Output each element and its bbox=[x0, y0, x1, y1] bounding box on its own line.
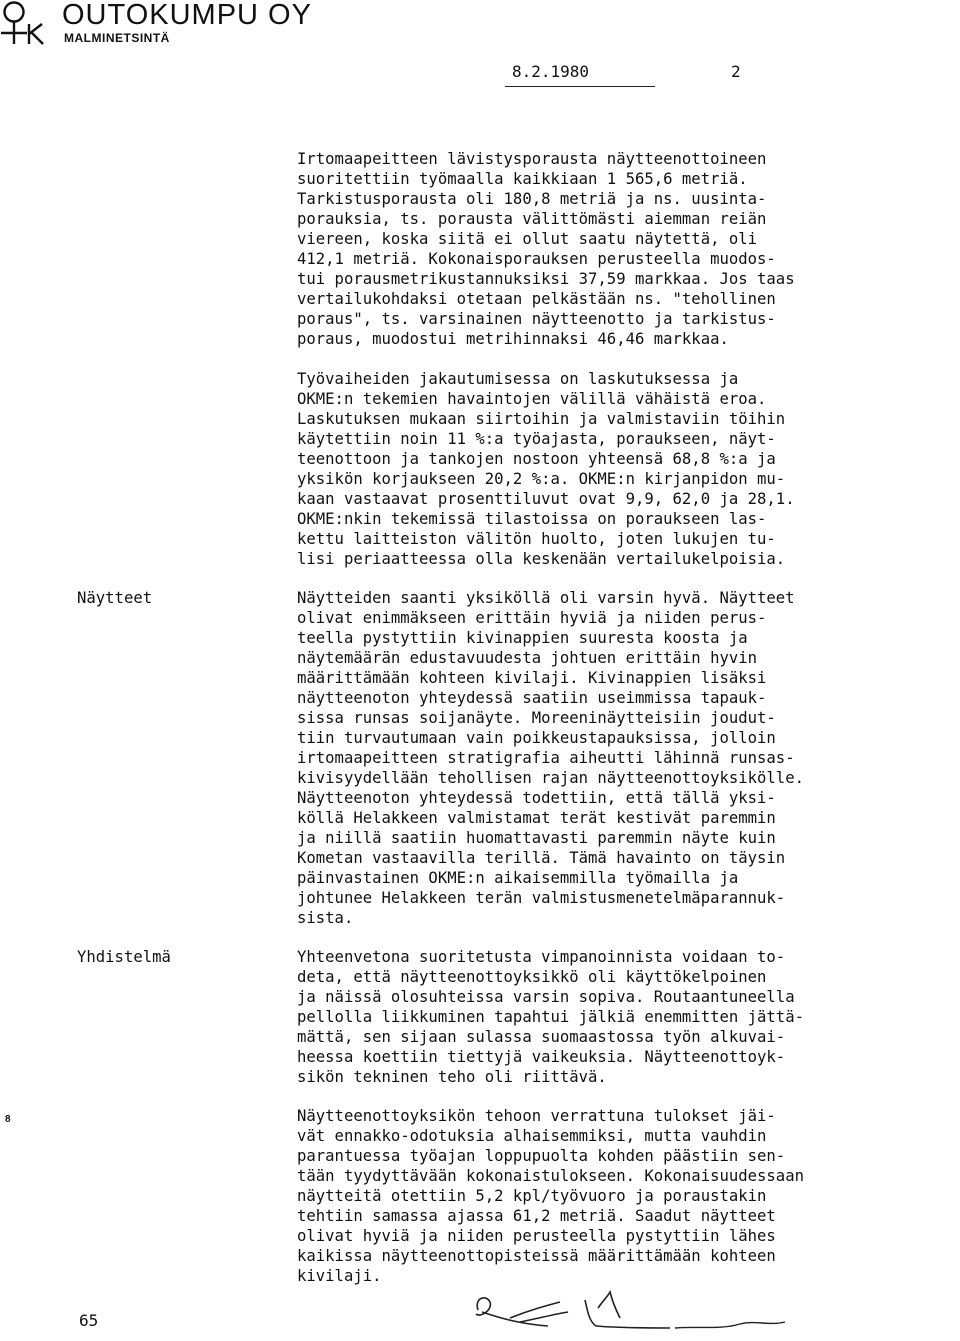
department-name: MALMINETSINTÄ bbox=[64, 31, 170, 45]
header-rule bbox=[505, 86, 655, 87]
paragraph-drilling-summary: Irtomaapeitteen lävistysporausta näytteenottoineen suoritettiin työmaalla kaikkiaan 1 565,6 metriä. Tarkistusporausta oli 180,8 metriä ja ns. uusinta- porauksia, ts. porausta välittömästi aiemman reiän viereen, koska siitä ei ollut saatu näytettä, oli 412,1 metriä. Kokonaisporauksen perusteella muodos- tui porausmetrikustannuksiksi 37,59 markkaa. Jos taas vertailukohdaksi otetaan pelkästään ns. "tehollinen poraus", ts. varsinainen näytteenotto ja tarkistus- poraus, muodostui metrihinnaksi 46,46 markkaa. bbox=[297, 150, 795, 348]
page-mark: 65 bbox=[79, 1311, 99, 1330]
document-date: 8.2.1980 bbox=[512, 62, 590, 81]
paragraph-results: Näytteenottoyksikön tehoon verrattuna tulokset jäi- vät ennakko-odotuksia alhaisemmiksi, mutta vauhdin parantuessa työajan loppupuolta kohden päästiin sen- tään tyydyttävään kokonaistulokseen. Kokonaisuudessaan näytteitä otettiin 5,2 kpl/työvuoro ja poraustakin tehtiin samassa ajassa 61,2 metriä. Saadut näytteet olivat hyviä ja niiden perusteella pystyttiin lähes kaikissa näytteenottopisteissä määrittämään kohteen kivilaji. bbox=[297, 1107, 804, 1285]
company-name: OUTOKUMPU OY bbox=[62, 0, 312, 31]
outokumpu-ok-logo-icon bbox=[0, 0, 46, 46]
margin-note: 8 bbox=[5, 1114, 11, 1125]
paragraph-summary: Yhteenvetona suoritetusta vimpanoinnista voidaan to- deta, että näytteenottoyksikkö oli käyttökelpoinen ja näissä olosuhteissa varsin sopiva. Routaantuneella pellolla liikkuminen tapahtui jälkiä enemmitten jättä- mättä, sen sijaan sulassa suomaastossa työn alkuvai- heessa koettiin tiettyjä vaikeuksia. Näytteenottoyk- sikön tekninen teho oli riittävä. bbox=[297, 948, 804, 1086]
paragraph-samples: Näytteiden saanti yksiköllä oli varsin hyvä. Näytteet olivat enimmäkseen erittäin hyviä ja niiden perus- teella pystyttiin kivinappien suuresta koosta ja näytemäärän edustavuudesta johtuen erittäin hyvin määrittämään kohteen kivilaji. Kivinappien lisäksi näytteenoton yhteydessä saatiin useimmissa tapauk- sissa runsas soijanäyte. Moreeninäytteisiin joudut- tiin turvautumaan vain poikkeustapauksissa, jolloin irtomaapeitteen stratigrafia aiheutti lähinnä runsas- kivisyydellään tehollisen rajan näytteenottoyksikölle. Näytteenoton yhteydessä todettiin, että tällä yksi- köllä Helakkeen valmistamat terät kestivät paremmin ja niillä saatiin huomattavasti paremmin näyte kuin Kometan vastaavilla terillä. Tämä havainto on täysin päinvastainen OKME:n aikaisemmilla työmailla ja johtunee Helakkeen terän valmistusmenetelmäparannuk- sista. bbox=[297, 589, 804, 927]
section-heading-naytteet: Näytteet bbox=[77, 589, 153, 607]
paragraph-work-phases: Työvaiheiden jakautumisessa on laskutuksessa ja OKME:n tekemien havaintojen välillä vähäistä eroa. Laskutuksen mukaan siirtoihin ja valmistaviin töihin käytettiin noin 11 %:a työajasta, poraukseen, näyt- teenottoon ja tankojen nostoon yhteensä 68,8 %:a ja yksikön korjaukseen 20,2 %:a. OKME:n kirjanpidon mu- kaan vastaavat prosenttiluvut ovat 9,9, 62,0 ja 28,1. OKME:nkin tekemissä tilastoissa on poraukseen las- kettu laitteiston välitön huolto, joten lukujen tu- lisi periaatteessa olla keskenään vertailukelpoisia. bbox=[297, 370, 795, 568]
document-page-number: 2 bbox=[731, 62, 741, 81]
section-heading-yhdistelma: Yhdistelmä bbox=[77, 948, 171, 966]
handwritten-signature-icon bbox=[470, 1288, 790, 1338]
